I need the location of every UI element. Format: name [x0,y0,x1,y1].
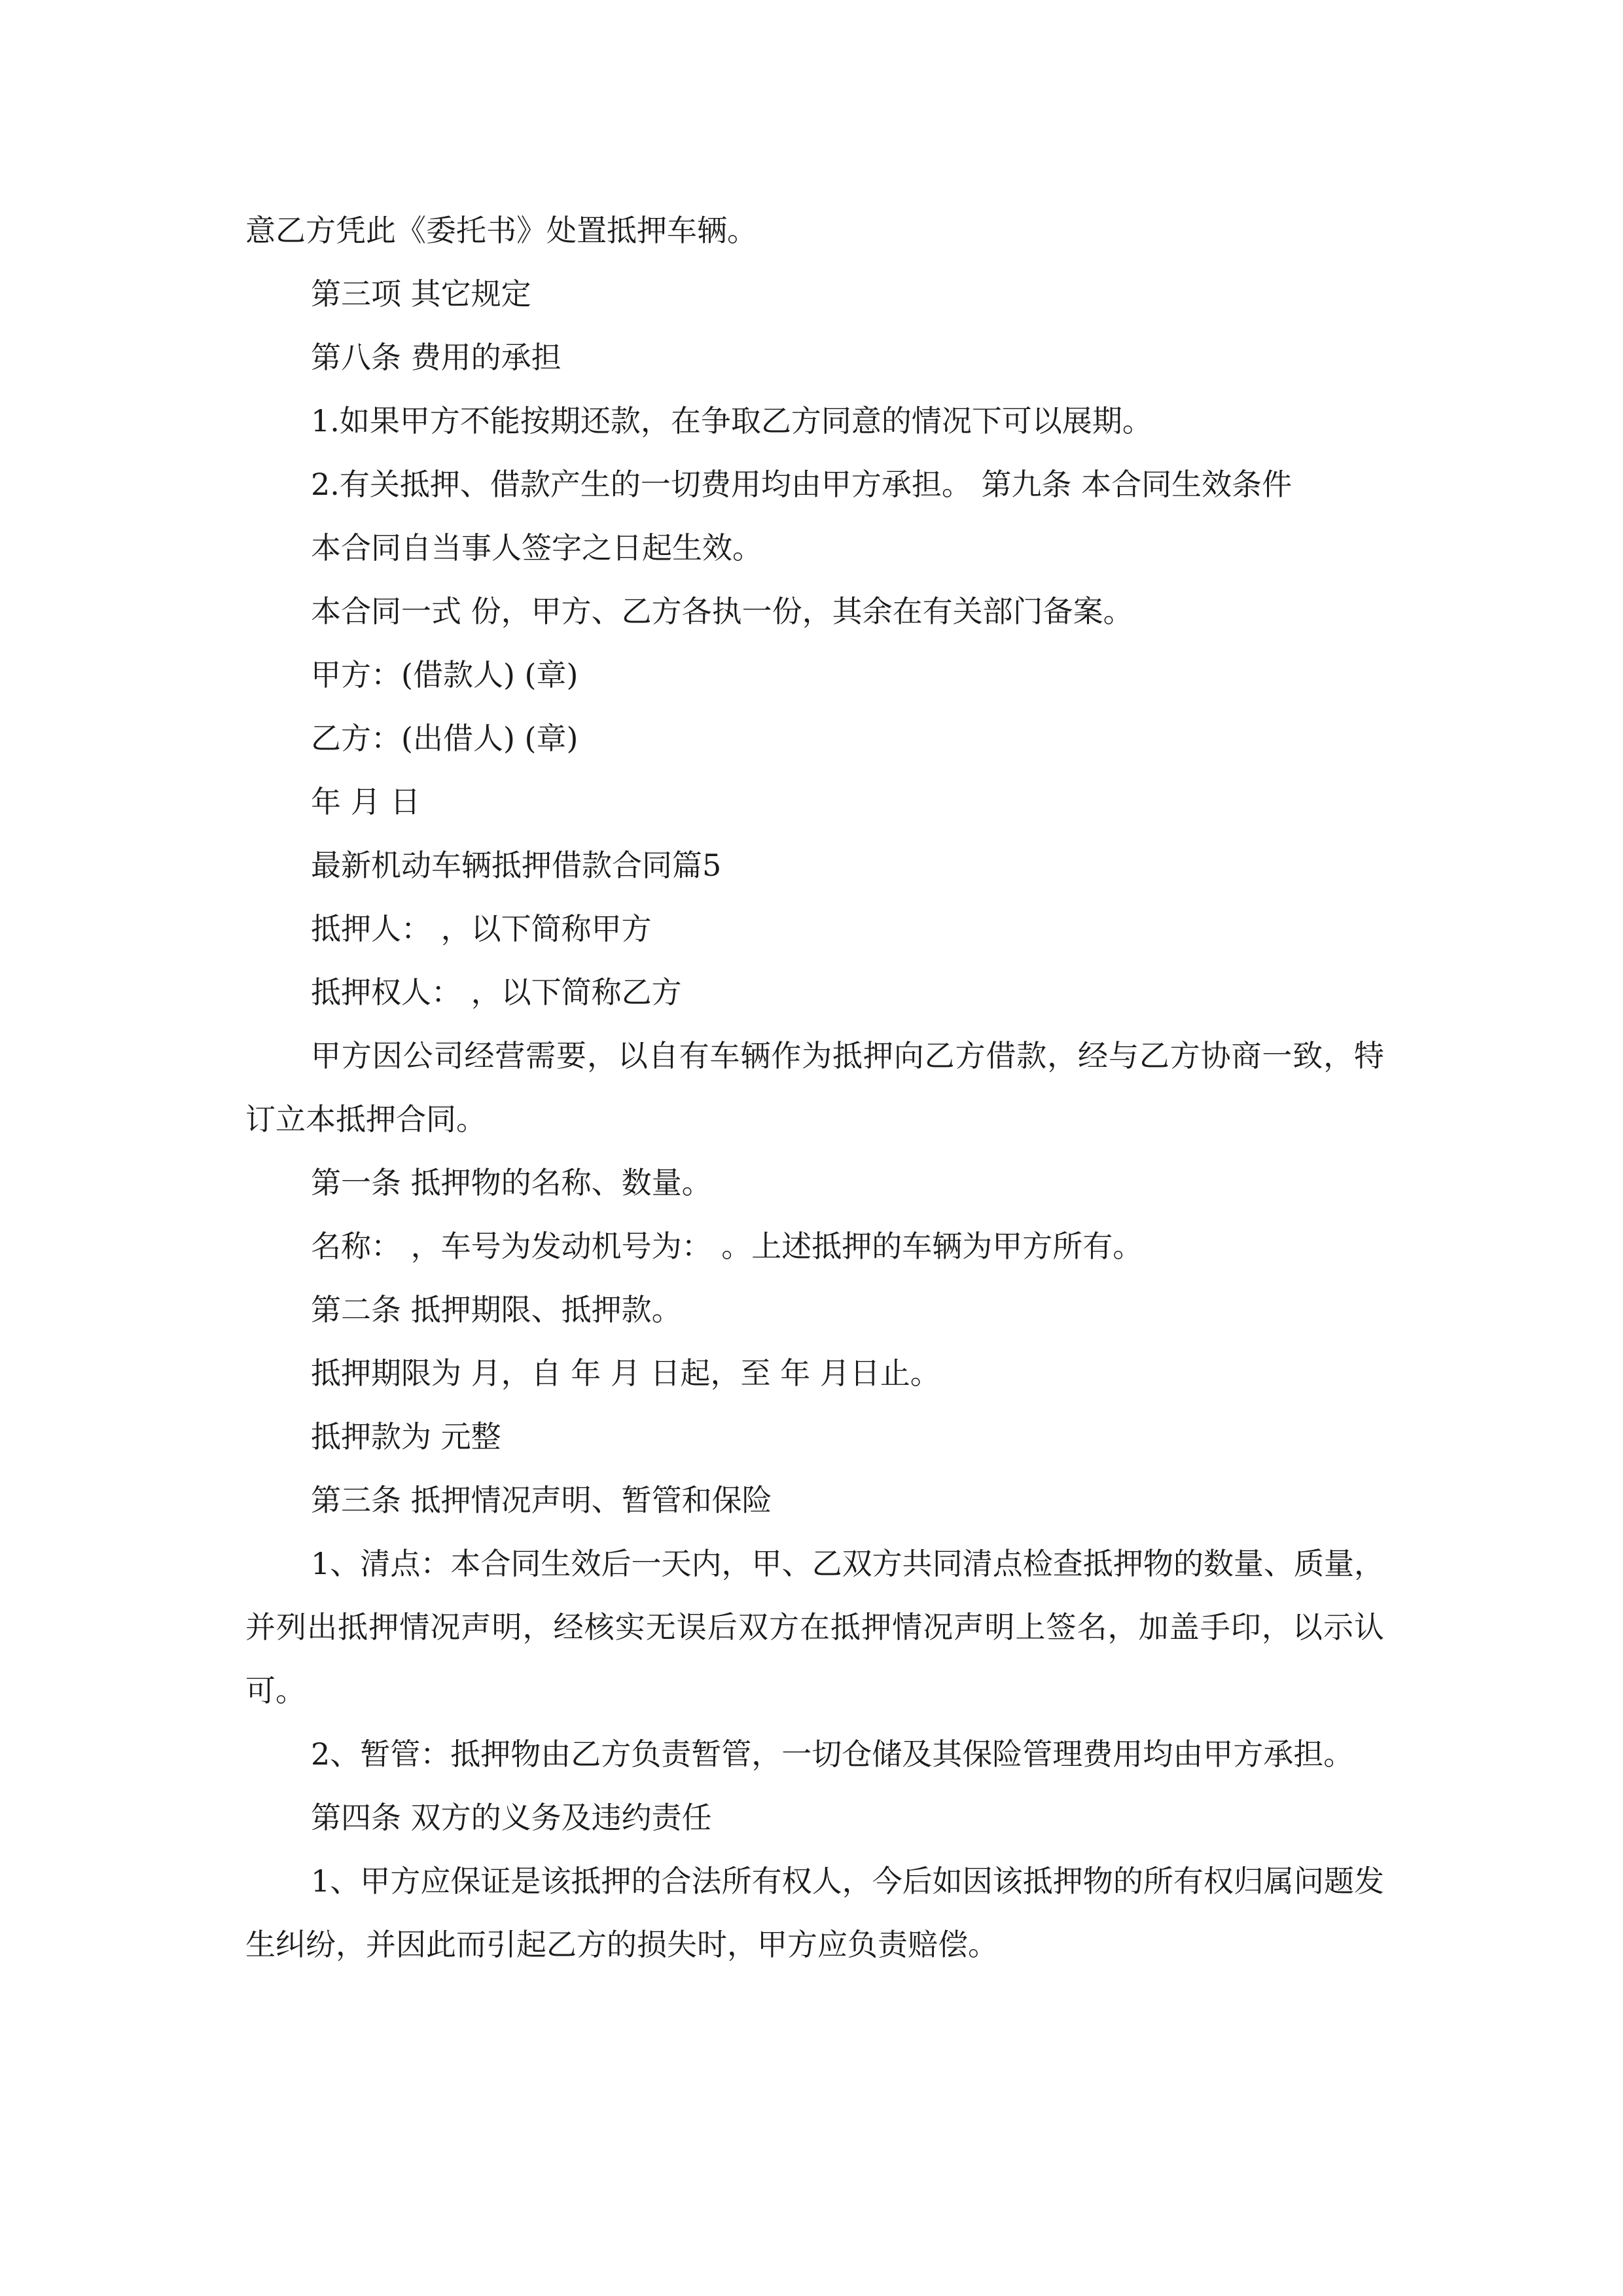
paragraph: 抵押款为 元整 [311,1419,501,1454]
article-heading: 第四条 双方的义务及违约责任 [311,1800,712,1835]
signature-line-party-a: 甲方：(借款人) (章) [311,657,579,692]
article-heading: 第二条 抵押期限、抵押款。 [311,1292,682,1327]
paragraph: 2、暂管：抵押物由乙方负责暂管，一切仓储及其保险管理费用均由甲方承担。 [311,1736,1354,1772]
paragraph: 名称： ，车号为发动机号为： 。上述抵押的车辆为甲方所有。 [311,1229,1143,1264]
article-heading: 第八条 费用的承担 [311,340,562,375]
paragraph: 1.如果甲方不能按期还款，在争取乙方同意的情况下可以展期。 [311,403,1152,439]
section-heading: 第三项 其它规定 [311,276,531,312]
signature-line-party-b: 乙方：(出借人) (章) [311,721,579,756]
mortgagee-line: 抵押权人： ，以下简称乙方 [311,975,682,1010]
paragraph: 甲方因公司经营需要，以自有车辆作为抵押向乙方借款，经与乙方协商一致，特订立本抵押合同。 [245,1038,1384,1137]
mortgagor-line: 抵押人： ，以下简称甲方 [311,911,652,946]
paragraph: 抵押期限为 月，自 年 月 日起，至 年 月日止。 [311,1355,940,1391]
article-heading: 第三条 抵押情况声明、暂管和保险 [311,1482,772,1518]
document-body [245,199,1384,1977]
paragraph: 意乙方凭此《委托书》处置抵押车辆。 [245,213,757,248]
paragraph: 本合同自当事人签字之日起生效。 [311,530,762,565]
paragraph: 2.有关抵押、借款产生的一切费用均由甲方承担。 第九条 本合同生效条件 [311,467,1293,502]
paragraph: 1、清点：本合同生效后一天内，甲、乙双方共同清点检查抵押物的数量、质量，并列出抵押情况声明，经核实无误后双方在抵押情况声明上签名，加盖手印，以示认可。 [245,1546,1384,1708]
paragraph: 本合同一式 份，甲方、乙方各执一份，其余在有关部门备案。 [311,594,1133,629]
contract-title: 最新机动车辆抵押借款合同篇5 [311,848,722,883]
date-line: 年 月 日 [311,784,421,819]
paragraph: 1、甲方应保证是该抵押的合法所有权人，今后如因该抵押物的所有权归属问题发生纠纷，并因此而引起乙方的损失时，甲方应负责赔偿。 [245,1863,1384,1962]
article-heading: 第一条 抵押物的名称、数量。 [311,1165,712,1200]
